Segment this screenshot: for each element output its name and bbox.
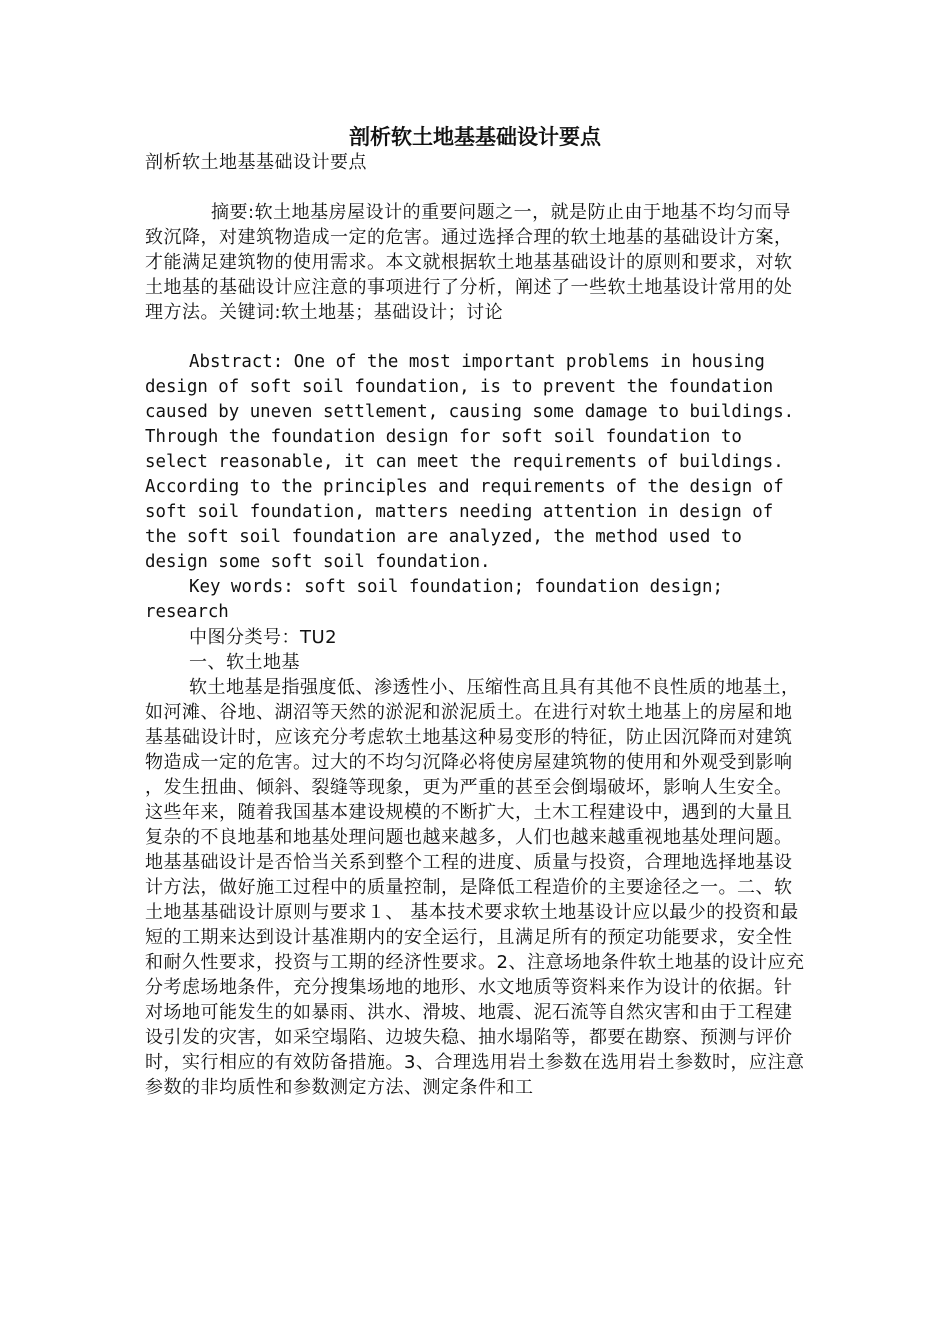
body-paragraph: 软土地基是指强度低、渗透性小、压缩性高且具有其他不良性质的地基土，如河滩、谷地、湖沼等天然的淤泥和淤泥质土。在进行对软土地基上的房屋和地基基础设计时，应该充分考虑软土地基这种易变形的特征，防止因沉降而对建筑物造成一定的危害。过大的不均匀沉降必将使房屋建筑物的使用和外观受到影响，发生扭曲、倾斜、裂缝等现象，更为严重的甚至会倒塌破坏，影响人生安全。这些年来，随着我国基本建设规模的不断扩大，土木工程建设中，遇到的大量且复杂的不良地基和地基处理问题也越来越多，人们也越来越重视地基处理问题。地基基础设计是否恰当关系到整个工程的进度、质量与投资，合理地选择地基设计方法，做好施工过程中的质量控制，是降低工程造价的主要途径之一。二、软土地基基础设计原则与要求１、 基本技术要求软土地基设计应以最少的投资和最短的工期来达到设计基准期内的安全运行，且满足所有的预定功能要求，安全性和耐久性要求，投资与工期的经济性要求。2、注意场地条件软土地基的设计应充分考虑场地条件，充分搜集场地的地形、水文地质等资料来作为设计的依据。针对场地可能发生的如暴雨、洪水、滑坡、地震、泥石流等自然灾害和由于工程建设引发的灾害，如采空塌陷、边坡失稳、抽水塌陷等，都要在勘察、预测与评价时，实行相应的有效防备措施。3、合理选用岩土参数在选用岩土参数时，应注意参数的非均质性和参数测定方法、测定条件和工 <box>145 677 805 1098</box>
section-heading: 一、软土地基 <box>189 652 300 673</box>
classification-number: 中图分类号：TU2 <box>189 627 338 648</box>
keywords-english: Key words: soft soil foundation; foundation design; research <box>145 577 723 622</box>
document-title: 剖析软土地基基础设计要点 <box>349 124 601 149</box>
abstract-chinese: 摘要:软土地基房屋设计的重要问题之一，就是防止由于地基不均匀而导致沉降，对建筑物造成一定的危害。通过选择合理的软土地基的基础设计方案，才能满足建筑物的使用需求。本文就根据软土地基基础设计的原则和要求，对软土地基的基础设计应注意的事项进行了分析，阐述了一些软土地基设计常用的处理方法。关键词:软土地基；基础设计；讨论 <box>145 202 793 323</box>
spacer <box>145 175 805 200</box>
abstract-english: Abstract: One of the most important problems in housing design of soft soil foundation, is to prevent the foundation caused by uneven settlement, causing some damage to buildings. Through the foundation design for soft soil foundation to select reasonable, it can meet the requirements of buildings. According to the principles and requirements of the design of soft soil foundation, matters needing attention in design of the soft soil foundation are analyzed, the method used to design some soft soil foundation. <box>145 352 795 572</box>
document-body <box>145 150 805 1100</box>
spacer <box>145 325 805 350</box>
document-subtitle: 剖析软土地基基础设计要点 <box>145 152 367 173</box>
